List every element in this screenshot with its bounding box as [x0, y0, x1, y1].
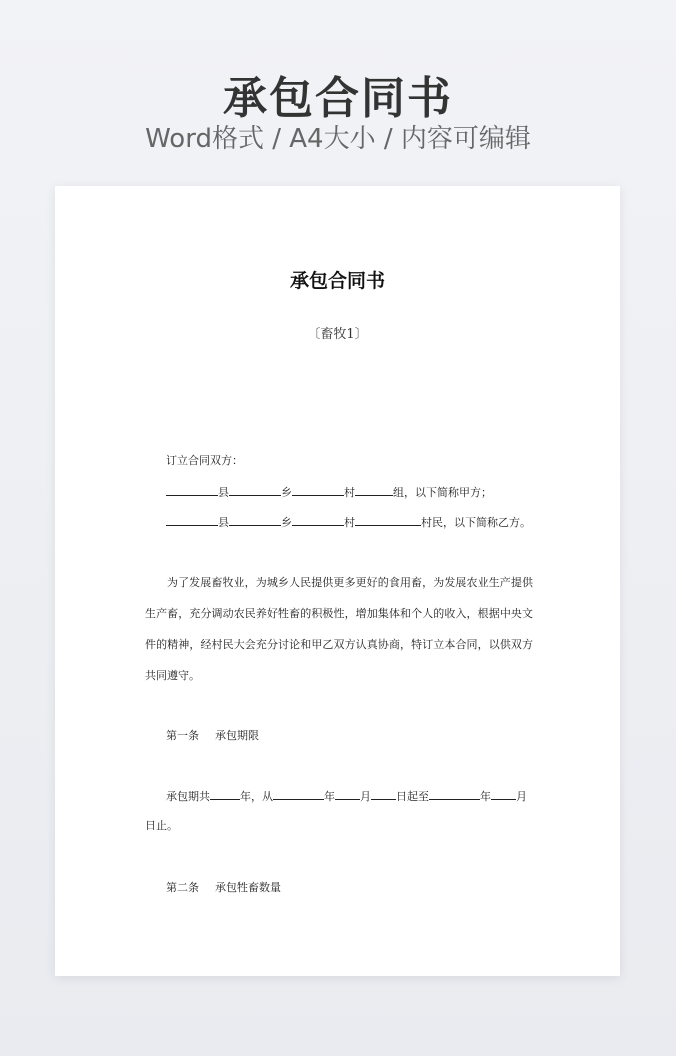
start-day-label: 日起至 [396, 790, 429, 803]
county-label-b: 县 [218, 516, 229, 529]
county-label-a: 县 [218, 486, 229, 499]
township-label-b: 乡 [281, 516, 292, 529]
document-page [55, 186, 620, 976]
start-year-blank[interactable] [273, 788, 324, 800]
term-years-blank[interactable] [210, 788, 240, 800]
county-blank-b[interactable] [166, 514, 218, 526]
township-blank-b[interactable] [229, 514, 281, 526]
document-subtitle: 〔畜牧1〕 [307, 327, 368, 342]
start-month-blank[interactable] [335, 788, 360, 800]
banner-subtitle: Word格式 / A4大小 / 内容可编辑 [145, 124, 531, 154]
start-year-label: 年 [324, 790, 335, 803]
village-label-b: 村 [344, 516, 355, 529]
parties-intro: 订立合同双方： [166, 454, 243, 467]
banner-title: 承包合同书 [223, 73, 453, 124]
term-end-line: 日止。 [145, 819, 178, 832]
term-year-from: 年，从 [240, 790, 273, 803]
term-prefix: 承包期共 [166, 790, 210, 803]
article-2-title: 承包牲畜数量 [215, 881, 281, 894]
village-blank-b[interactable] [292, 514, 344, 526]
article-1-heading [166, 727, 259, 743]
end-year-label: 年 [480, 790, 491, 803]
county-blank-a[interactable] [166, 484, 218, 496]
article-1-title: 承包期限 [215, 729, 259, 742]
end-month-blank[interactable] [491, 788, 516, 800]
group-blank-a[interactable] [355, 484, 393, 496]
document-title: 承包合同书 [289, 270, 385, 292]
village-label-a: 村 [344, 486, 355, 499]
township-label-a: 乡 [281, 486, 292, 499]
start-day-blank[interactable] [371, 788, 396, 800]
township-blank-a[interactable] [229, 484, 281, 496]
group-label-a: 组，以下简称甲方； [393, 486, 492, 499]
preamble-paragraph: 为了发展畜牧业，为城乡人民提供更多更好的食用畜，为发展农业生产提供生产畜，充分调动农民养好牲畜的积极性，增加集体和个人的收入，根据中央文件的精神，经村民大会充分讨论和甲乙双方认真协商，特订立本合同，以供双方共同遵守。 [145, 576, 533, 682]
article-2-number: 第二条 [166, 881, 199, 894]
party-b-line [166, 514, 531, 530]
villager-label-b: 村民，以下简称乙方。 [421, 516, 531, 529]
party-a-line [166, 484, 492, 500]
end-year-blank[interactable] [429, 788, 480, 800]
article-1-number: 第一条 [166, 729, 199, 742]
article-2-heading [166, 879, 281, 895]
term-line [166, 788, 527, 804]
start-month-label: 月 [360, 790, 371, 803]
village-blank-a[interactable] [292, 484, 344, 496]
villager-blank-b[interactable] [355, 514, 421, 526]
end-month-label: 月 [516, 790, 527, 803]
